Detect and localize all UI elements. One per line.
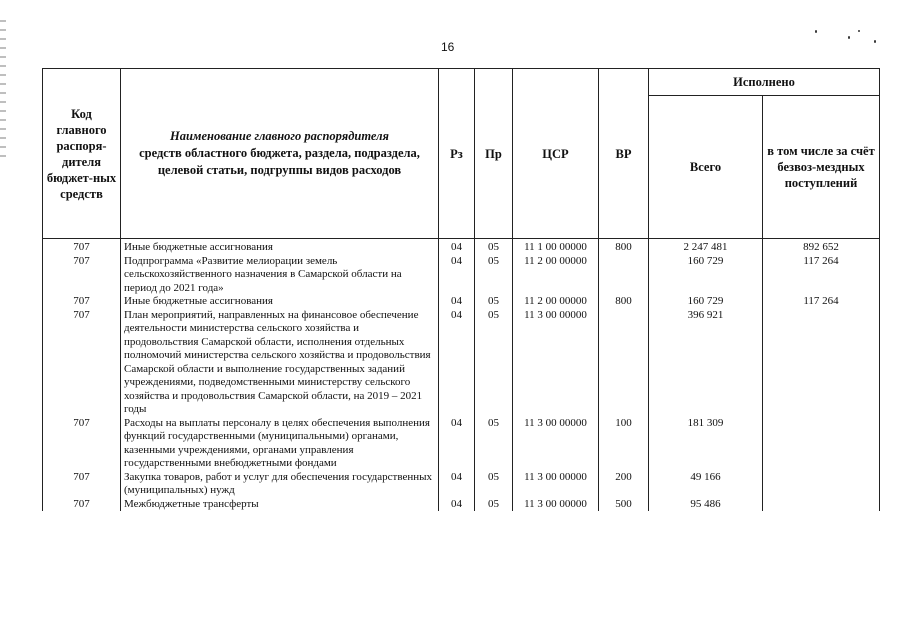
cell-gratuitous bbox=[763, 417, 880, 471]
cell-vr: 100 bbox=[599, 417, 649, 471]
cell-gratuitous: 117 264 bbox=[763, 295, 880, 309]
cell-csr: 11 3 00 00000 bbox=[513, 309, 599, 417]
cell-name: Межбюджетные трансферты bbox=[121, 498, 439, 512]
cell-csr: 11 3 00 00000 bbox=[513, 498, 599, 512]
cell-total: 2 247 481 bbox=[649, 239, 763, 255]
cell-pr: 05 bbox=[475, 309, 513, 417]
cell-csr: 11 2 00 00000 bbox=[513, 295, 599, 309]
cell-code: 707 bbox=[43, 239, 121, 255]
cell-total: 49 166 bbox=[649, 471, 763, 498]
cell-code: 707 bbox=[43, 417, 121, 471]
cell-rz: 04 bbox=[439, 417, 475, 471]
scan-speck bbox=[815, 30, 817, 33]
cell-name: План мероприятий, направленных на финансовое обеспечение деятельности министерства сельского хозяйства и продовольствия Самарской области, исполнения отдельных полномочий министерства сельского хозяйства и продовольствия Самарской области и выполнение государственных заданий учреждениями, подведомственными министерству сельского хозяйства и продовольствия Самарской области, на 2019 – 2021 годы bbox=[121, 309, 439, 417]
cell-rz: 04 bbox=[439, 498, 475, 512]
cell-code: 707 bbox=[43, 471, 121, 498]
cell-gratuitous bbox=[763, 471, 880, 498]
cell-name: Иные бюджетные ассигнования bbox=[121, 295, 439, 309]
header-code: Код главного распоря-дителя бюджет-ных средств bbox=[43, 69, 121, 239]
header-gratuitous: в том числе за счёт безвоз-мездных поступлений bbox=[763, 96, 880, 239]
cell-vr: 200 bbox=[599, 471, 649, 498]
scan-speck bbox=[858, 30, 860, 32]
table-row bbox=[43, 295, 880, 309]
cell-vr: 800 bbox=[599, 239, 649, 255]
cell-pr: 05 bbox=[475, 498, 513, 512]
cell-name: Закупка товаров, работ и услуг для обеспечения государственных (муниципальных) нужд bbox=[121, 471, 439, 498]
cell-rz: 04 bbox=[439, 255, 475, 296]
table-row bbox=[43, 471, 880, 498]
cell-gratuitous: 117 264 bbox=[763, 255, 880, 296]
header-vr: ВР bbox=[599, 69, 649, 239]
header-name-rest: средств областного бюджета, раздела, подраздела, целевой статьи, подгруппы видов расходов bbox=[139, 146, 420, 177]
cell-csr: 11 3 00 00000 bbox=[513, 417, 599, 471]
table-row bbox=[43, 498, 880, 512]
cell-code: 707 bbox=[43, 498, 121, 512]
table-row bbox=[43, 309, 880, 417]
cell-pr: 05 bbox=[475, 239, 513, 255]
header-csr: ЦСР bbox=[513, 69, 599, 239]
table-row bbox=[43, 417, 880, 471]
header-name bbox=[121, 69, 439, 239]
scan-speck bbox=[848, 36, 850, 39]
cell-vr bbox=[599, 309, 649, 417]
cell-vr bbox=[599, 255, 649, 296]
cell-gratuitous bbox=[763, 498, 880, 512]
budget-table bbox=[42, 68, 880, 511]
cell-pr: 05 bbox=[475, 255, 513, 296]
cell-csr: 11 2 00 00000 bbox=[513, 255, 599, 296]
cell-pr: 05 bbox=[475, 471, 513, 498]
cell-rz: 04 bbox=[439, 295, 475, 309]
scan-speck bbox=[874, 40, 876, 43]
cell-total: 160 729 bbox=[649, 295, 763, 309]
scan-edge-artifact bbox=[0, 20, 6, 160]
page-number: 16 bbox=[441, 40, 455, 54]
cell-gratuitous: 892 652 bbox=[763, 239, 880, 255]
table-row bbox=[43, 255, 880, 296]
cell-code: 707 bbox=[43, 295, 121, 309]
cell-pr: 05 bbox=[475, 295, 513, 309]
cell-rz: 04 bbox=[439, 239, 475, 255]
cell-csr: 11 3 00 00000 bbox=[513, 471, 599, 498]
cell-name: Подпрограмма «Развитие мелиорации земель сельскохозяйственного назначения в Самарской области на период до 2021 года» bbox=[121, 255, 439, 296]
cell-vr: 800 bbox=[599, 295, 649, 309]
table-row bbox=[43, 239, 880, 255]
cell-code: 707 bbox=[43, 309, 121, 417]
cell-total: 95 486 bbox=[649, 498, 763, 512]
cell-name: Иные бюджетные ассигнования bbox=[121, 239, 439, 255]
cell-total: 181 309 bbox=[649, 417, 763, 471]
header-rz: Рз bbox=[439, 69, 475, 239]
header-executed: Исполнено bbox=[649, 69, 880, 96]
cell-gratuitous bbox=[763, 309, 880, 417]
header-total: Всего bbox=[649, 96, 763, 239]
cell-rz: 04 bbox=[439, 471, 475, 498]
header-name-italic: Наименование главного распорядителя bbox=[170, 129, 389, 143]
cell-name: Расходы на выплаты персоналу в целях обеспечения выполнения функций государственными (муниципальными) органами, казенными учреждениями, органами управления государственными внебюджетными фондами bbox=[121, 417, 439, 471]
cell-code: 707 bbox=[43, 255, 121, 296]
cell-total: 160 729 bbox=[649, 255, 763, 296]
cell-pr: 05 bbox=[475, 417, 513, 471]
cell-total: 396 921 bbox=[649, 309, 763, 417]
cell-rz: 04 bbox=[439, 309, 475, 417]
cell-vr: 500 bbox=[599, 498, 649, 512]
cell-csr: 11 1 00 00000 bbox=[513, 239, 599, 255]
header-pr: Пр bbox=[475, 69, 513, 239]
